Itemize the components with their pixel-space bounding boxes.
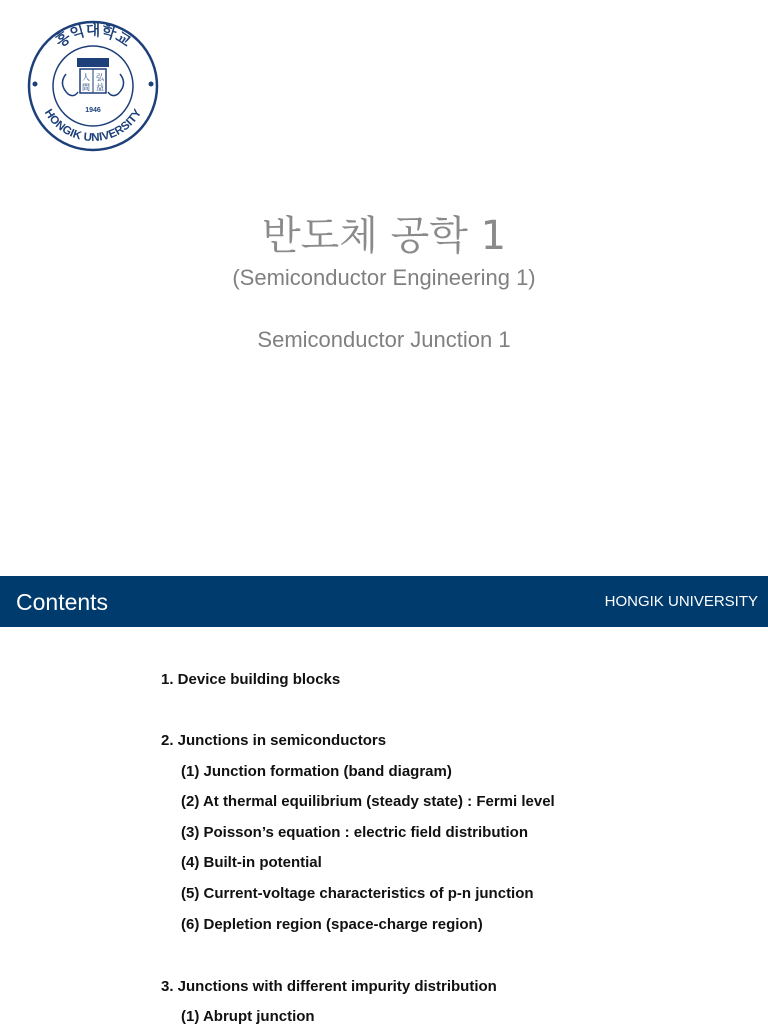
seal-year: 1946: [85, 107, 101, 114]
contents-subitem: (2) At thermal equilibrium (steady state) : Fermi level: [181, 793, 555, 810]
slide-title-korean: 반도체 공학 1: [261, 213, 507, 259]
slide-title-english: (Semiconductor Engineering 1): [232, 265, 536, 290]
svg-text:益: 益: [96, 83, 104, 92]
seal-korean-text: 홍익대학교: [51, 21, 135, 51]
contents-item: 1. Device building blocks: [161, 671, 341, 688]
contents-subitem: (3) Poisson’s equation : electric field distribution: [181, 824, 528, 841]
contents-subitem: (4) Built-in potential: [181, 854, 322, 871]
contents-subitem: (5) Current-voltage characteristics of p-n junction: [181, 885, 534, 902]
slide-subtitle: Semiconductor Junction 1: [257, 327, 511, 352]
contents-item: 2. Junctions in semiconductors: [161, 732, 387, 749]
contents-slide: [0, 576, 768, 1024]
seal-icon: [24, 14, 162, 156]
svg-text:弘: 弘: [96, 73, 104, 82]
contents-subitem: (1) Abrupt junction: [181, 1008, 315, 1025]
seal-ring-text: HONGIK UNIVERSITY: [41, 107, 145, 145]
svg-text:間: 間: [82, 83, 90, 92]
svg-text:人: 人: [82, 73, 90, 82]
university-seal-logo: [24, 14, 162, 156]
header-bar: [0, 576, 768, 627]
header-brand: HONGIK UNIVERSITY: [604, 593, 758, 610]
header-title: Contents: [16, 589, 109, 615]
contents-item: 3. Junctions with different impurity distribution: [161, 978, 497, 995]
contents-subitem: (6) Depletion region (space-charge region): [181, 916, 483, 933]
contents-subitem: (1) Junction formation (band diagram): [181, 763, 452, 780]
